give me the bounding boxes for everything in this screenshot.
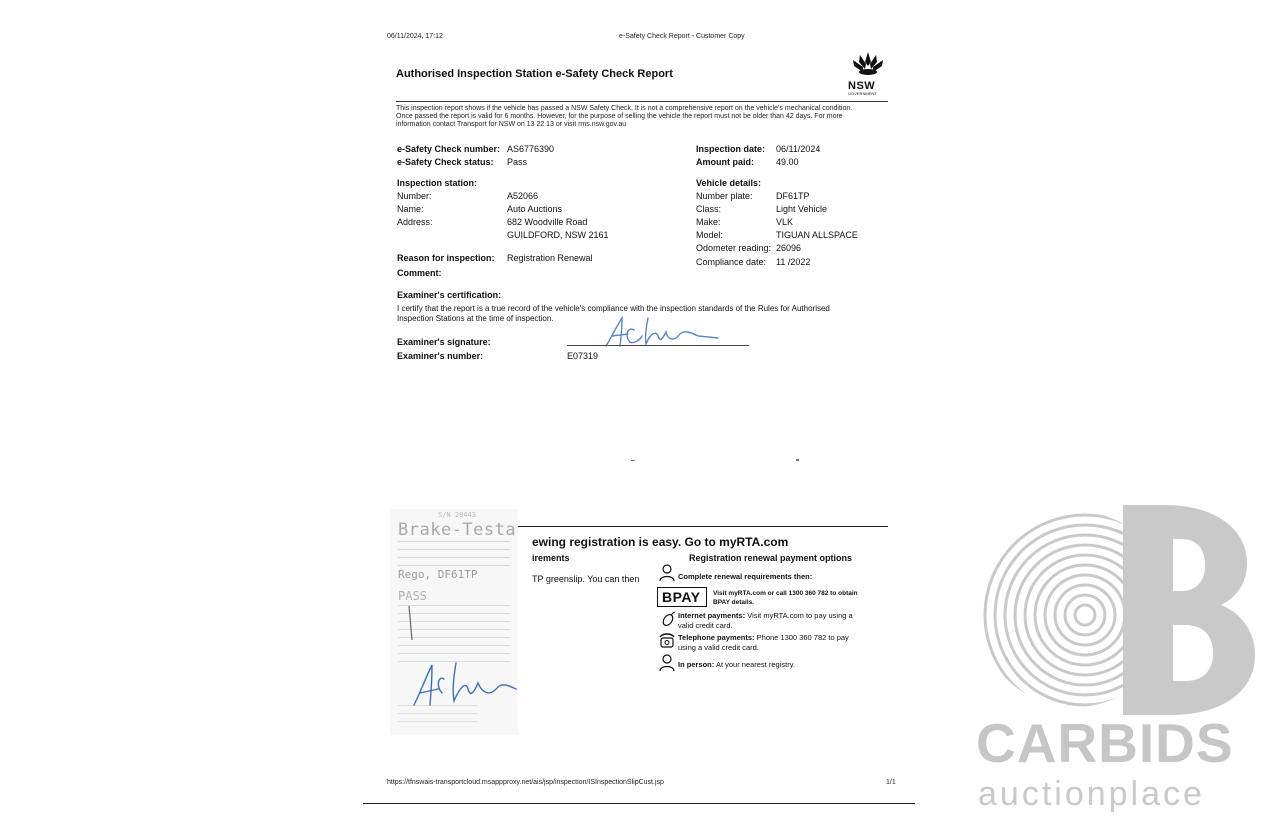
comment-label: Comment: [397, 268, 442, 278]
bpay-details [713, 589, 858, 607]
telephone-payments [678, 633, 849, 653]
receipt-brand: Brake-Testa [398, 520, 517, 540]
station-name-value: Auto Auctions [507, 204, 563, 214]
amount-paid-label: Amount paid: [696, 157, 754, 167]
compliance-label: Compliance date: [696, 257, 767, 267]
status-value: Pass [507, 157, 528, 167]
slip-left-subheading: irements [532, 553, 570, 563]
scan-speck [631, 460, 635, 461]
cert-line2: Inspection Stations at the time of inspection. [397, 314, 554, 323]
station-number-value: A52066 [507, 191, 539, 201]
odometer-label: Odometer reading: [696, 243, 772, 253]
internet-payments-text: Visit myRTA.com to pay using a [747, 611, 853, 620]
bpay-logo [657, 587, 707, 607]
nsw-logo-text: NSW [848, 80, 876, 92]
complete-requirements-text: Complete renewal requirements then: [678, 572, 813, 581]
page-bottom-edge [363, 803, 915, 804]
intro-paragraph [396, 105, 891, 129]
receipt-plate-line: Rego, DF61TP [398, 568, 478, 581]
examiner-number-value: E07319 [567, 351, 599, 361]
cert-line1: I certify that the report is a true record of the vehicle's compliance with the inspection standards of the Rules for Authorised [397, 304, 830, 313]
slip-left-text: TP greenslip. You can then [532, 574, 640, 584]
vehicle-heading: Vehicle details: [696, 178, 762, 188]
receipt-result: PASS [398, 589, 427, 603]
carbids-brand: CARBIDS [976, 712, 1234, 774]
amount-paid-value: 49.00 [776, 157, 799, 167]
options-heading: Registration renewal payment options [689, 553, 853, 563]
receipt-faded-lines [398, 541, 510, 567]
in-person-text: At your nearest registry. [715, 660, 795, 669]
title-divider [396, 101, 888, 102]
intro-line: This inspection report shows if the vehicle has passed a NSW Safety Check. It is not a comprehensive report on the vehicle's mechanical condition. [396, 105, 853, 112]
signature-line [567, 345, 749, 346]
inspection-date-value: 06/11/2024 [776, 144, 821, 154]
scan-speck [796, 459, 799, 461]
station-name-label: Name: [397, 204, 424, 214]
nsw-logo-subtext: GOVERNMENT [848, 91, 877, 96]
examiner-number-label: Examiner's number: [397, 351, 484, 361]
print-page-number: 1/1 [886, 779, 896, 786]
model-label: Model: [696, 230, 724, 240]
print-datetime: 06/11/2024, 17:12 [387, 33, 443, 40]
slip-divider [518, 526, 888, 527]
internet-payments [678, 611, 853, 631]
carbids-subbrand: auctionplace [978, 775, 1205, 813]
class-value: Light Vehicle [776, 204, 828, 214]
check-number-value: AS6776390 [507, 144, 555, 154]
nsw-logo [848, 50, 888, 96]
station-address-line1: 682 Woodville Road [507, 217, 588, 227]
in-person-label: In person: [678, 660, 715, 669]
internet-payments-label: Internet payments: [678, 611, 746, 620]
station-heading: Inspection station: [397, 178, 478, 188]
telephone-payments-line2: using a valid credit card. [678, 643, 759, 652]
station-number-label: Number: [397, 191, 432, 201]
intro-line: information contact Transport for NSW on 13 22 13 or visit rms.nsw.gov.au [396, 121, 627, 128]
report-title: Authorised Inspection Station e-Safety Check Report [396, 68, 673, 80]
internet-payments-line2: valid credit card. [678, 621, 733, 630]
receipt-pen-mark [406, 604, 416, 644]
print-url: https://tfnswais-transportcloud.msappproxy.net/ais/jsp/inspection/ISInspectionSlipCust.jsp [387, 779, 664, 786]
make-value: VLK [776, 217, 794, 227]
in-person [678, 660, 795, 669]
bpay-line: Visit myRTA.com or call 1300 360 782 to obtain [713, 590, 858, 597]
check-number-label: e-Safety Check number: [397, 144, 501, 154]
slip-heading: ewing registration is easy. Go to myRTA.com [532, 535, 789, 549]
reason-value: Registration Renewal [507, 253, 593, 263]
compliance-value: 11 /2022 [776, 257, 811, 267]
in-person-icon [659, 654, 675, 672]
class-label: Class: [696, 204, 722, 214]
odometer-value: 26096 [776, 243, 802, 253]
fingerprint-b-icon [975, 505, 1255, 715]
telephone-payments-text: Phone 1300 360 782 to pay [756, 633, 849, 642]
carbids-watermark-logo [975, 505, 1255, 715]
waratah-icon [848, 50, 888, 76]
mouse-icon [660, 611, 676, 627]
station-address-line2: GUILDFORD, NSW 2161 [507, 230, 609, 240]
intro-line: Once passed the report is valid for 6 months. However, for the purpose of selling the vehicle the report must not be older than 42 days. For more [396, 113, 843, 120]
make-label: Make: [696, 217, 721, 227]
receipt-signature [410, 659, 530, 711]
print-doc-title: e-Safety Check Report - Customer Copy [619, 33, 745, 40]
plate-label: Number plate: [696, 191, 753, 201]
signature-label: Examiner's signature: [397, 337, 491, 347]
telephone-icon [659, 632, 675, 648]
brake-test-receipt [390, 509, 518, 735]
model-value: TIGUAN ALLSPACE [776, 230, 858, 240]
receipt-header-number: S/N 28443 [438, 511, 476, 519]
plate-value: DF61TP [776, 191, 810, 201]
station-address-label: Address: [397, 217, 433, 227]
bpay-line: BPAY details. [713, 599, 755, 606]
telephone-payments-label: Telephone payments: [678, 633, 755, 642]
inspection-date-label: Inspection date: [696, 144, 766, 154]
person-icon [659, 564, 675, 582]
cert-heading: Examiner's certification: [397, 290, 502, 300]
status-label: e-Safety Check status: [397, 157, 494, 167]
bpay-logo-text: BPAY [662, 589, 701, 605]
reason-label: Reason for inspection: [397, 253, 495, 263]
